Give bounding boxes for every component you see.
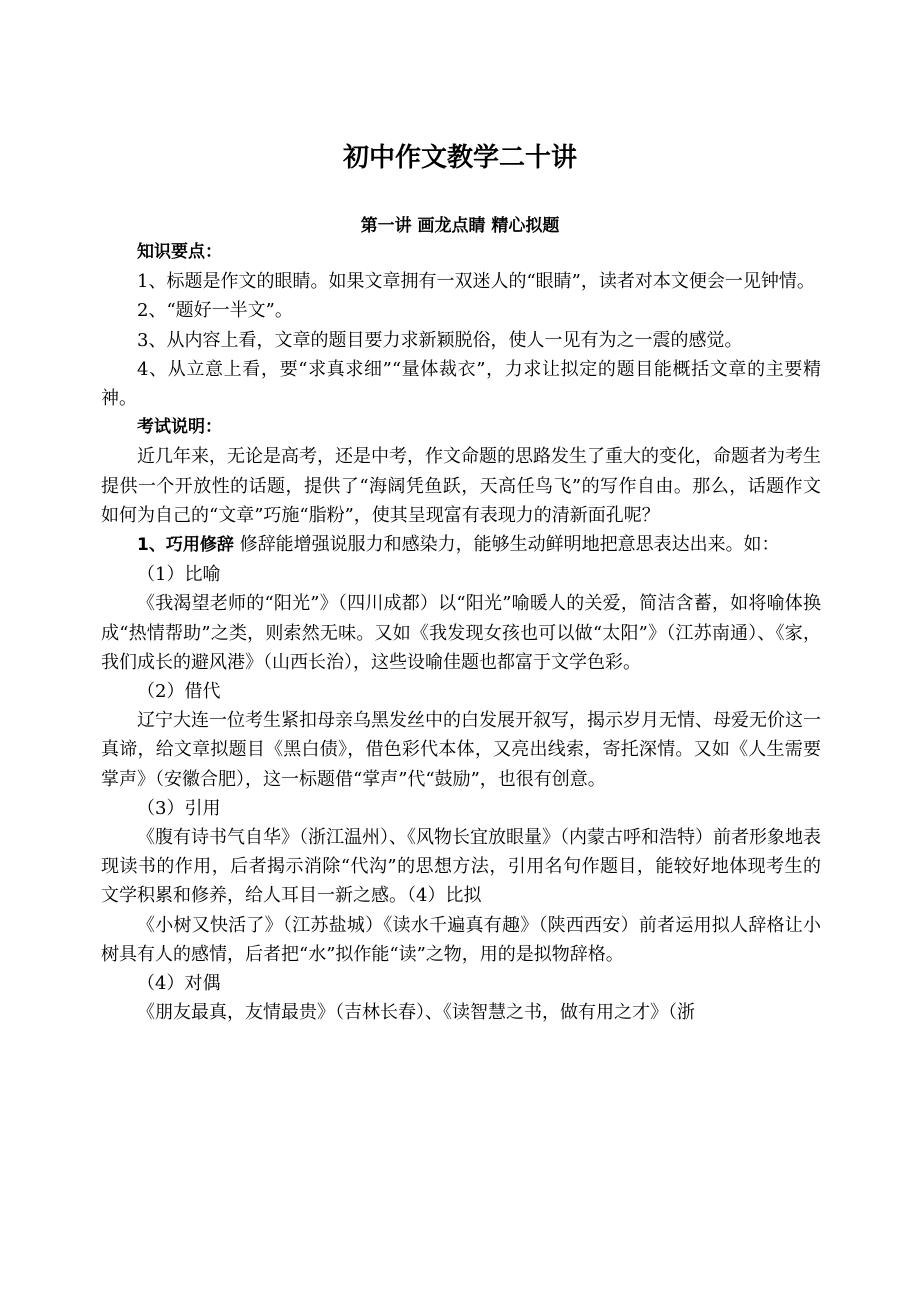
knowledge-point-1: 1、标题是作文的眼睛。如果文章拥有一双迷人的“眼睛”，读者对本文便会一见钟情。 [137, 271, 815, 293]
section-quotation-text: 《腹有诗书气自华》（浙江温州）、《风物长宜放眼量》（内蒙古呼和浩特）前者形象地表现读书的作用，后者揭示消除“代沟”的思想方法，引用名句作题目，能较好地体现考生的文学积累和修养，给人耳目一新之感。（4）比拟 [101, 827, 821, 907]
knowledge-point-2: 2、“题好一半文”。 [137, 300, 293, 322]
section-metaphor-text: 《我渴望老师的“阳光”》（四川成都）以“阳光”喻暖人的关爱，简洁含蓄，如将喻体换成“热情帮助”之类，则索然无味。又如《我发现女孩也可以做“太阳”》（江苏南通）、《家，我们成长的避风港》（山西长治），这些设喻佳题也都富于文学色彩。 [101, 593, 821, 673]
rhetoric-paragraph [101, 530, 821, 560]
exam-heading: 考试说明： [137, 417, 222, 438]
section-antithesis-text: 《朋友最真，友情最贵》（吉林长春）、《读智慧之书，做有用之才》（浙 [137, 1002, 695, 1024]
document-title: 初中作文教学二十讲 [342, 143, 577, 173]
rhetoric-text: 修辞能增强说服力和感染力，能够生动鲜明地把意思表达出来。如： [233, 534, 780, 556]
rhetoric-heading: 1、巧用修辞 [137, 535, 234, 556]
section-quotation-heading: （3）引用 [137, 797, 221, 819]
section-metaphor-heading: （1）比喻 [137, 564, 221, 586]
section-metonymy-text: 辽宁大连一位考生紧扣母亲乌黑发丝中的白发展开叙写，揭示岁月无情、母爱无价这一真谛，给文章拟题目《黑白债》，借色彩代本体，又亮出线索，寄托深情。又如《人生需要掌声》（安徽合肥），这一标题借“掌声”代“鼓励”，也很有创意。 [101, 710, 821, 790]
section-personification-text: 《小树又快活了》（江苏盐城）《读水千遍真有趣》（陕西西安）前者运用拟人辞格让小树具有人的感情，后者把“水”拟作能“读”之物，用的是拟物辞格。 [101, 914, 821, 965]
exam-paragraph: 近几年来，无论是高考，还是中考，作文命题的思路发生了重大的变化，命题者为考生提供一个开放性的话题，提供了“海阔凭鱼跃，天高任鸟飞”的写作自由。那么，话题作文如何为自己的“文章”巧施“脂粉”，使其呈现富有表现力的清新面孔呢？ [101, 446, 821, 526]
section-antithesis-heading: （4）对偶 [137, 973, 221, 995]
lecture-title: 第一讲 画龙点睛 精心拟题 [360, 216, 560, 236]
knowledge-point-4: 4、从立意上看，要“求真求细”“量体裁衣”，力求让拟定的题目能概括文章的主要精神。 [101, 358, 821, 410]
knowledge-heading: 知识要点： [137, 242, 222, 262]
section-metonymy-heading: （2）借代 [137, 681, 221, 703]
document-body [101, 238, 821, 1027]
knowledge-point-3: 3、从内容上看，文章的题目要力求新颖脱俗，使人一见有为之一震的感觉。 [137, 329, 743, 351]
